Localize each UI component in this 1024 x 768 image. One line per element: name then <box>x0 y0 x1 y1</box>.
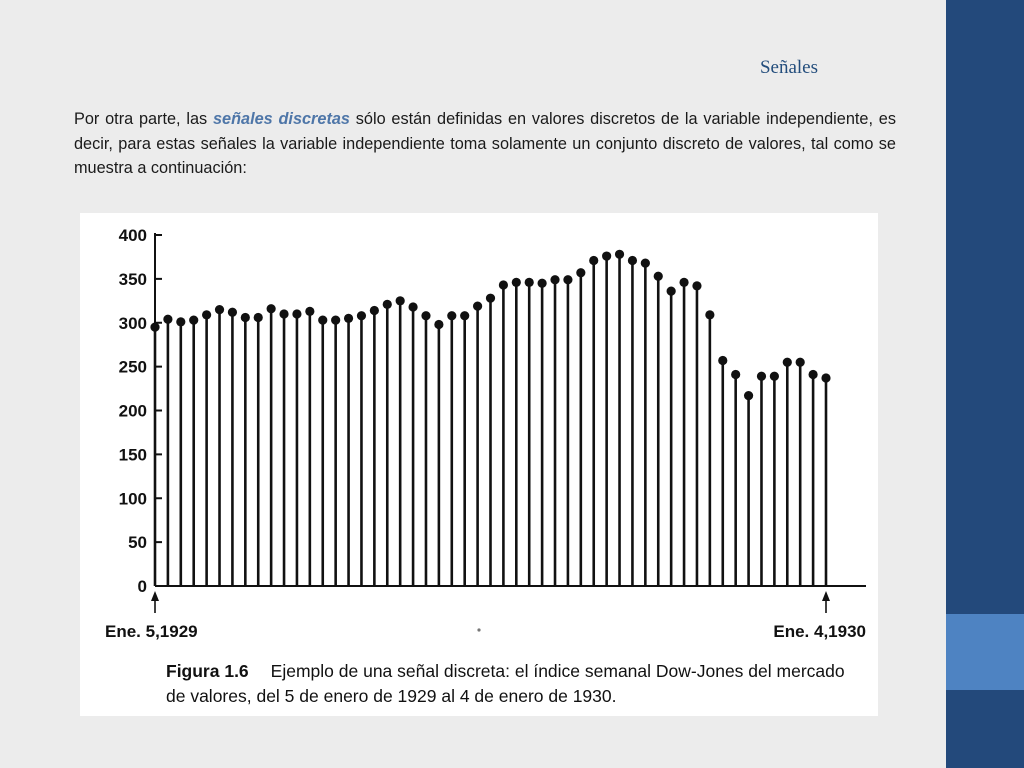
stem-point <box>460 311 469 320</box>
stem-point <box>176 317 185 326</box>
stem-chart <box>80 213 878 653</box>
paragraph-text-after: sólo están definidas en valores discretos de la variable independiente, es decir, para estas señales la variable independiente toma solamente un conjunto discreto de valores, tal como se muestra a continuación: <box>74 110 896 177</box>
stem-point <box>589 256 598 265</box>
start-date-label: Ene. 5,1929 <box>105 622 198 641</box>
stem-point <box>757 372 766 381</box>
y-tick-label: 50 <box>128 533 147 553</box>
stem-point <box>783 358 792 367</box>
y-tick-label: 0 <box>137 577 147 596</box>
stem-point <box>163 315 172 324</box>
stem-point <box>473 301 482 310</box>
y-tick-label: 200 <box>118 401 147 421</box>
stem-point <box>267 304 276 313</box>
stem-point <box>808 370 817 379</box>
stem-point <box>667 287 676 296</box>
x-axis-labels <box>105 591 866 641</box>
y-tick-label: 100 <box>118 489 147 509</box>
stem-point <box>770 372 779 381</box>
y-tick-label: 400 <box>118 226 147 245</box>
paragraph-emphasis: señales discretas <box>212 110 350 128</box>
stem-point <box>408 302 417 311</box>
stem-point <box>331 316 340 325</box>
stem-point <box>796 358 805 367</box>
y-axis <box>119 226 866 596</box>
stem-point <box>241 313 250 322</box>
end-date-label: Ene. 4,1930 <box>773 622 866 641</box>
stem-point <box>654 272 663 281</box>
stem-point <box>434 320 443 329</box>
stem-point <box>189 316 198 325</box>
stem-point <box>383 300 392 309</box>
stem-point <box>318 316 327 325</box>
figure-caption-label: Figura 1.6 <box>166 661 249 681</box>
stem-point <box>421 311 430 320</box>
stem-point <box>279 309 288 318</box>
figure-caption <box>166 659 866 709</box>
stem-point <box>705 310 714 319</box>
stem-point <box>821 373 830 382</box>
stem-point <box>563 275 572 284</box>
stem-point <box>576 268 585 277</box>
stem-point <box>602 251 611 260</box>
stem-point <box>292 309 301 318</box>
stem-point <box>615 250 624 259</box>
stem-point <box>641 258 650 267</box>
y-tick-label: 350 <box>118 269 147 289</box>
chart-stems <box>150 250 830 586</box>
slide-title: Señales <box>759 57 818 78</box>
stem-point <box>486 294 495 303</box>
end-arrow-head <box>822 591 830 601</box>
stem-point <box>344 314 353 323</box>
y-tick-label: 300 <box>118 313 147 333</box>
right-sidebar <box>946 0 1024 768</box>
stem-point <box>254 313 263 322</box>
stem-point <box>538 279 547 288</box>
stem-point <box>679 278 688 287</box>
stem-point <box>628 256 637 265</box>
stem-point <box>215 305 224 314</box>
start-arrow-head <box>151 591 159 601</box>
stem-point <box>305 307 314 316</box>
stem-point <box>370 306 379 315</box>
stem-point <box>447 311 456 320</box>
stem-point <box>499 280 508 289</box>
figure <box>80 213 878 716</box>
stem-point <box>718 356 727 365</box>
body-paragraph <box>74 107 896 181</box>
stem-point <box>150 323 159 332</box>
y-tick-label: 250 <box>118 357 147 377</box>
stem-point <box>228 308 237 317</box>
y-tick-label: 150 <box>118 445 147 465</box>
stray-dot <box>477 628 480 631</box>
figure-caption-text: Ejemplo de una señal discreta: el índice semanal Dow-Jones del mercado de valores, del 5 de enero de 1929 al 4 de enero de 1930. <box>166 661 845 706</box>
stem-point <box>744 391 753 400</box>
stem-point <box>550 275 559 284</box>
stem-point <box>512 278 521 287</box>
paragraph-text-before: Por otra parte, las <box>74 110 213 128</box>
stem-point <box>731 370 740 379</box>
stem-point <box>396 296 405 305</box>
stem-point <box>525 278 534 287</box>
stem-point <box>357 311 366 320</box>
stem-point <box>692 281 701 290</box>
sidebar-accent-block <box>946 614 1024 690</box>
stem-point <box>202 310 211 319</box>
